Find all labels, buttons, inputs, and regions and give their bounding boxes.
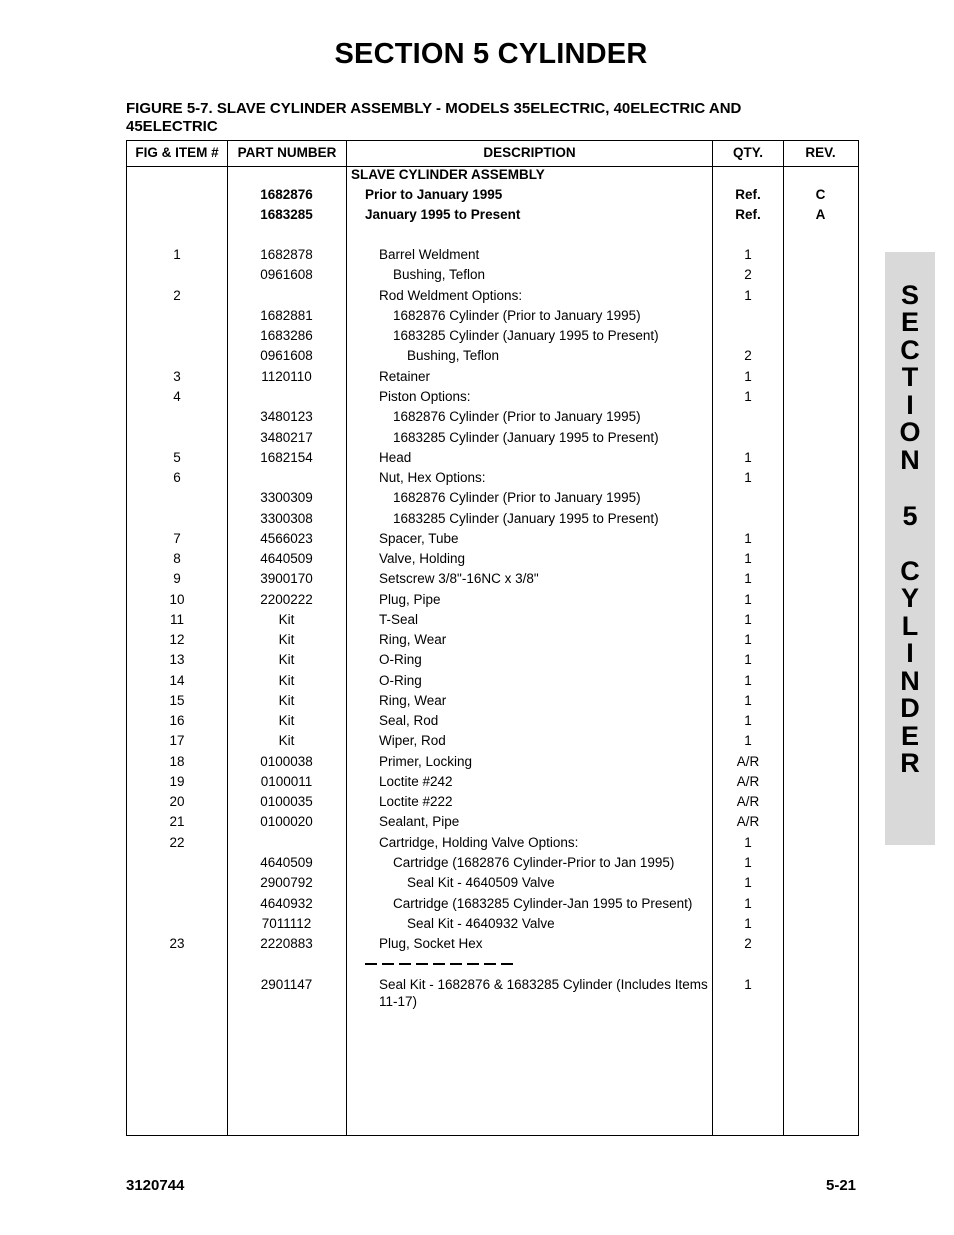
header-fig-item: FIG & ITEM # (135, 145, 219, 160)
part-number-cell: 1682878 (260, 247, 313, 262)
fig-item-cell: 6 (173, 470, 181, 485)
table-row (127, 833, 858, 853)
table-row (127, 286, 858, 306)
table-row (127, 894, 858, 914)
table-row (127, 185, 858, 205)
side-tab-letter: N (900, 666, 920, 696)
table-row (127, 772, 858, 792)
part-number-cell: Kit (278, 693, 295, 708)
qty-cell: 1 (744, 835, 752, 850)
part-number-cell: Kit (278, 713, 295, 728)
part-number-cell: 2200222 (260, 592, 313, 607)
side-tab-letter: R (900, 748, 920, 778)
fig-item-cell: 21 (169, 814, 185, 829)
description-cell: Bushing, Teflon (393, 267, 486, 282)
qty-cell: A/R (736, 794, 760, 809)
table-row (127, 165, 858, 185)
qty-cell: 1 (744, 855, 752, 870)
description-cell: 1683285 Cylinder (January 1995 to Present) (393, 511, 659, 526)
qty-cell: 1 (744, 693, 752, 708)
table-row (127, 306, 858, 326)
description-cell: Rod Weldment Options: (379, 288, 523, 303)
part-number-cell: 3480217 (260, 430, 313, 445)
table-row (127, 407, 858, 427)
qty-cell: 1 (744, 470, 752, 485)
table-row (127, 853, 858, 873)
table-row (127, 346, 858, 366)
separator-dash (365, 963, 377, 965)
part-number-cell: Kit (278, 673, 295, 688)
part-number-cell: 3480123 (260, 409, 313, 424)
table-row (127, 792, 858, 812)
qty-cell: 1 (744, 592, 752, 607)
part-number-cell: 0100035 (260, 794, 313, 809)
table-row (127, 873, 858, 893)
part-number-cell: 4566023 (260, 531, 313, 546)
part-number-cell: Kit (278, 652, 295, 667)
separator-dash (399, 963, 411, 965)
description-cell: Plug, Socket Hex (379, 936, 483, 951)
part-number-cell: 4640509 (260, 855, 313, 870)
description-cell: Ring, Wear (379, 693, 447, 708)
part-number-cell: Kit (278, 733, 295, 748)
section-title: SECTION 5 CYLINDER (334, 38, 648, 70)
page-number: 5-21 (826, 1177, 857, 1194)
table-row (127, 610, 858, 630)
fig-item-cell: 17 (169, 733, 185, 748)
separator-dash (450, 963, 462, 965)
table-row (127, 630, 858, 650)
description-cell: Ring, Wear (379, 632, 447, 647)
qty-cell: Ref. (735, 207, 761, 222)
part-number-cell: 1682876 (260, 187, 313, 202)
table-row (127, 569, 858, 589)
part-number-cell: 1683285 (260, 207, 313, 222)
side-tab-letter: T (901, 362, 919, 392)
fig-item-cell: 15 (169, 693, 185, 708)
part-number-cell: Kit (278, 632, 295, 647)
description-cell: 1683285 Cylinder (January 1995 to Present) (393, 328, 659, 343)
qty-cell: 1 (744, 713, 752, 728)
qty-cell: 1 (744, 551, 752, 566)
description-cell: 1683285 Cylinder (January 1995 to Present) (393, 430, 659, 445)
qty-cell: 1 (744, 916, 752, 931)
fig-item-cell: 18 (169, 754, 185, 769)
header-part-number: PART NUMBER (237, 145, 337, 160)
qty-cell: 1 (744, 977, 752, 992)
dashed-separator (365, 954, 513, 974)
description-cell: Spacer, Tube (379, 531, 459, 546)
header-description: DESCRIPTION (483, 145, 576, 160)
table-row (127, 387, 858, 407)
side-tab-letter: S (900, 280, 919, 310)
fig-item-cell: 20 (169, 794, 185, 809)
qty-cell: 1 (744, 369, 752, 384)
header-rev: REV. (805, 145, 836, 160)
fig-item-cell: 4 (173, 389, 181, 404)
separator-dash (467, 963, 479, 965)
part-number-cell: 4640509 (260, 551, 313, 566)
side-tab-letter: I (906, 390, 914, 420)
qty-cell: 2 (744, 267, 752, 282)
part-number-cell: 0961608 (260, 267, 313, 282)
table-row (127, 448, 858, 468)
table-row (127, 529, 858, 549)
fig-item-cell: 16 (169, 713, 185, 728)
separator-dash (501, 963, 513, 965)
description-cell: Wiper, Rod (379, 733, 446, 748)
header-qty: QTY. (732, 145, 763, 160)
qty-cell: 1 (744, 673, 752, 688)
separator-dash (416, 963, 428, 965)
qty-cell: A/R (736, 754, 760, 769)
rev-cell: C (815, 187, 826, 202)
figure-caption: FIGURE 5-7. SLAVE CYLINDER ASSEMBLY - MODELS 35ELECTRIC, 40ELECTRIC AND 45ELECTRIC (126, 100, 742, 135)
side-tab-letter: E (900, 307, 919, 337)
qty-cell: 1 (744, 733, 752, 748)
fig-item-cell: 7 (173, 531, 181, 546)
qty-cell: Ref. (735, 187, 761, 202)
qty-cell: 1 (744, 875, 752, 890)
description-cell: O-Ring (379, 652, 422, 667)
table-row (127, 711, 858, 731)
part-number-cell: 0100011 (260, 774, 313, 789)
table-row (127, 245, 858, 265)
qty-cell: 1 (744, 612, 752, 627)
description-cell: Nut, Hex Options: (379, 470, 486, 485)
side-tab-letter: N (900, 445, 920, 475)
part-number-cell: 4640932 (260, 896, 313, 911)
table-row (127, 650, 858, 670)
table-row (127, 265, 858, 285)
description-cell: Seal, Rod (379, 713, 439, 728)
part-number-cell: 3300309 (260, 490, 313, 505)
part-number-cell: 0100038 (260, 754, 313, 769)
part-number-cell: 0961608 (260, 348, 313, 363)
description-cell: Bushing, Teflon (407, 348, 500, 363)
part-number-cell: 3900170 (260, 571, 313, 586)
qty-cell: 2 (744, 936, 752, 951)
description-cell: 1682876 Cylinder (Prior to January 1995) (393, 409, 641, 424)
description-cell: Piston Options: (379, 389, 471, 404)
side-tab-letter: E (900, 721, 919, 751)
part-number-cell: 7011112 (261, 916, 312, 931)
part-number-cell: 2220883 (260, 936, 313, 951)
table-row (127, 671, 858, 691)
table-row (127, 326, 858, 346)
fig-item-cell: 8 (173, 551, 181, 566)
description-cell: Loctite #242 (379, 774, 453, 789)
description-cell: Retainer (379, 369, 431, 384)
qty-cell: 1 (744, 450, 752, 465)
side-tab-letter: L (901, 611, 919, 641)
fig-item-cell: 10 (169, 592, 185, 607)
description-cell: Seal Kit - 1682876 & 1683285 Cylinder (Includes Items 11-17) (379, 977, 708, 1009)
table-row (127, 731, 858, 751)
fig-item-cell: 1 (173, 247, 181, 262)
table-row (127, 468, 858, 488)
table-row (127, 205, 858, 225)
description-cell: Cartridge (1683285 Cylinder-Jan 1995 to Present) (393, 896, 693, 911)
part-number-cell: 3300308 (260, 511, 313, 526)
side-tab-letter: C (900, 335, 920, 365)
fig-item-cell: 12 (169, 632, 185, 647)
description-cell: Seal Kit - 4640932 Valve (407, 916, 555, 931)
part-number-cell: 2900792 (260, 875, 313, 890)
part-number-cell: 1682881 (260, 308, 313, 323)
table-row (127, 934, 858, 954)
side-tab-letter: I (906, 638, 914, 668)
fig-item-cell: 13 (169, 652, 185, 667)
fig-item-cell: 14 (169, 673, 185, 688)
qty-cell: 2 (744, 348, 752, 363)
qty-cell: 1 (744, 652, 752, 667)
document-number: 3120744 (126, 1177, 185, 1194)
table-row (127, 914, 858, 934)
description-cell: 1682876 Cylinder (Prior to January 1995) (393, 308, 641, 323)
description-cell: Setscrew 3/8"-16NC x 3/8" (379, 571, 539, 586)
description-cell: Plug, Pipe (379, 592, 441, 607)
fig-item-cell: 23 (169, 936, 185, 951)
table-row (127, 812, 858, 832)
side-tab-letter: Y (900, 583, 919, 613)
part-number-cell: 1120110 (261, 369, 312, 384)
side-tab-letter: C (900, 556, 920, 586)
table-row (127, 509, 858, 529)
description-cell: Primer, Locking (379, 754, 473, 769)
parts-table (126, 140, 859, 1136)
fig-item-cell: 11 (169, 612, 184, 627)
qty-cell: 1 (744, 571, 752, 586)
description-cell: Cartridge (1682876 Cylinder-Prior to Jan 1995) (393, 855, 675, 870)
description-cell: O-Ring (379, 673, 422, 688)
side-tab-letter: O (899, 417, 921, 447)
description-cell: January 1995 to Present (365, 207, 521, 222)
description-cell: SLAVE CYLINDER ASSEMBLY (351, 167, 545, 182)
separator-dash (484, 963, 496, 965)
qty-cell: 1 (744, 389, 752, 404)
part-number-cell: 2901147 (260, 977, 313, 992)
fig-item-cell: 3 (173, 369, 181, 384)
table-row (127, 752, 858, 772)
table-row (127, 590, 858, 610)
description-cell: Loctite #222 (379, 794, 453, 809)
table-row (127, 691, 858, 711)
side-tab-letter: D (900, 693, 920, 723)
description-cell: Barrel Weldment (379, 247, 480, 262)
qty-cell: 1 (744, 247, 752, 262)
section-side-tab (885, 252, 935, 845)
table-row (127, 549, 858, 569)
separator-dash (382, 963, 394, 965)
description-cell: T-Seal (379, 612, 419, 627)
qty-cell: 1 (744, 531, 752, 546)
description-cell: Sealant, Pipe (379, 814, 460, 829)
rev-cell: A (815, 207, 826, 222)
table-row (127, 428, 858, 448)
description-cell: Head (379, 450, 412, 465)
table-row (127, 367, 858, 387)
table-row (127, 975, 858, 1009)
description-cell: Cartridge, Holding Valve Options: (379, 835, 579, 850)
part-number-cell: 1682154 (260, 450, 313, 465)
fig-item-cell: 22 (169, 835, 185, 850)
separator-dash (433, 963, 445, 965)
fig-item-cell: 5 (173, 450, 181, 465)
fig-item-cell: 9 (173, 571, 181, 586)
description-cell: Seal Kit - 4640509 Valve (407, 875, 555, 890)
description-cell: Valve, Holding (379, 551, 466, 566)
side-tab-letter: 5 (902, 501, 918, 531)
fig-item-cell: 19 (169, 774, 185, 789)
qty-cell: 1 (744, 632, 752, 647)
qty-cell: A/R (736, 814, 760, 829)
description-cell: 1682876 Cylinder (Prior to January 1995) (393, 490, 641, 505)
fig-item-cell: 2 (173, 288, 181, 303)
part-number-cell: Kit (278, 612, 295, 627)
qty-cell: 1 (744, 896, 752, 911)
part-number-cell: 1683286 (260, 328, 313, 343)
part-number-cell: 0100020 (260, 814, 313, 829)
qty-cell: A/R (736, 774, 760, 789)
table-row (127, 488, 858, 508)
qty-cell: 1 (744, 288, 752, 303)
description-cell: Prior to January 1995 (365, 187, 503, 202)
